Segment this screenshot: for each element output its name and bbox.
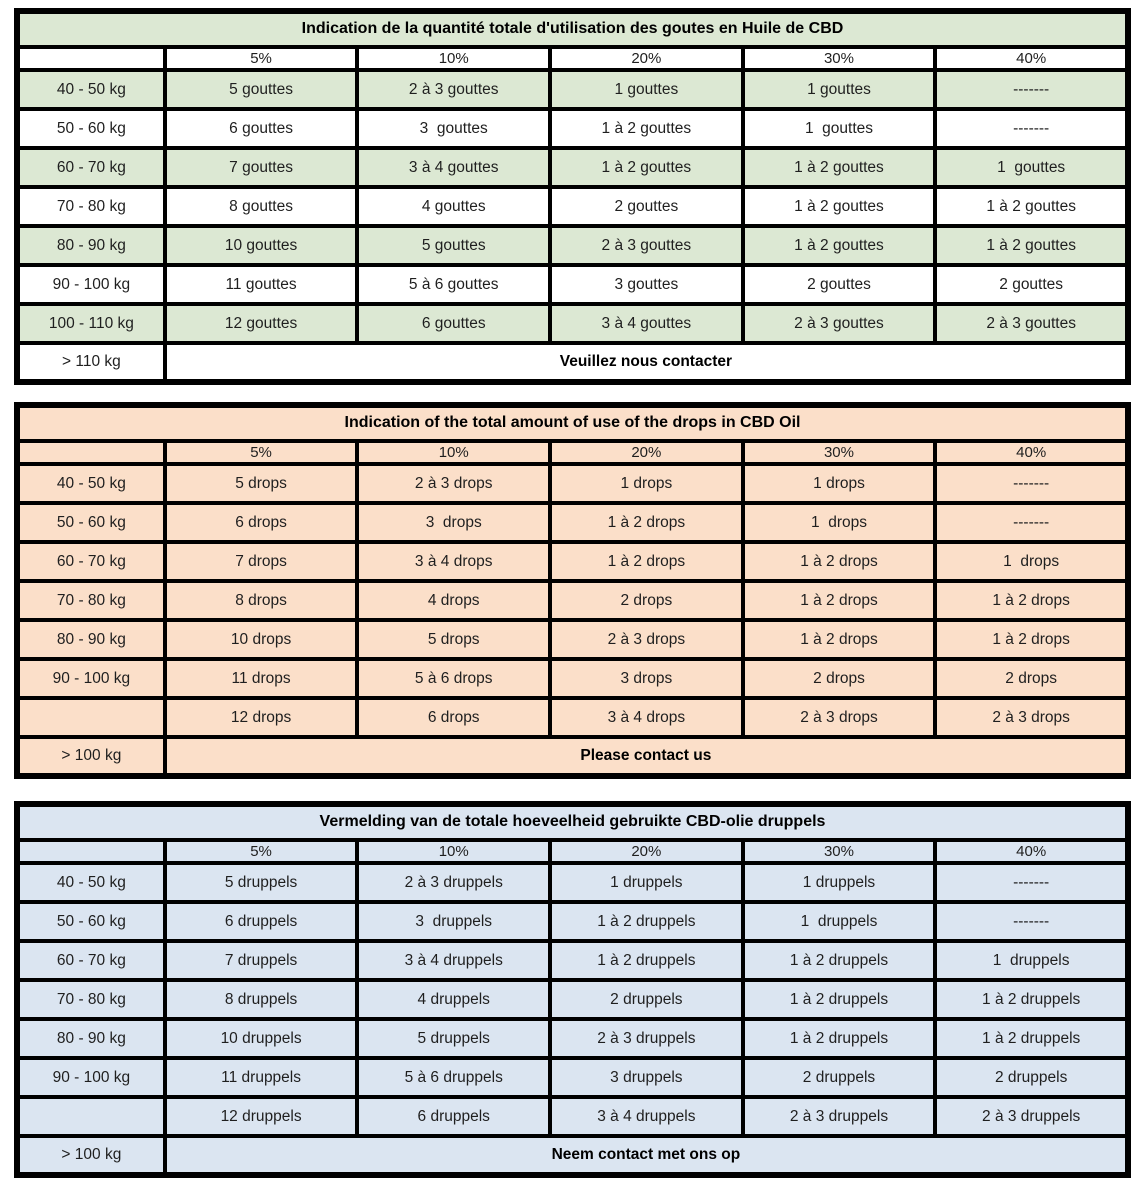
dose-cell: 1 gouttes: [743, 109, 936, 148]
weight-range-cell: 50 - 60 kg: [17, 109, 165, 148]
weight-range-cell: 40 - 50 kg: [17, 863, 165, 902]
dose-cell: 4 druppels: [357, 980, 550, 1019]
column-header-5pct: 5%: [165, 840, 358, 863]
dose-cell: 2 à 3 gouttes: [935, 304, 1128, 343]
dose-cell: 1 à 2 druppels: [935, 1019, 1128, 1058]
dose-cell: 6 gouttes: [165, 109, 358, 148]
dose-cell: 2 druppels: [935, 1058, 1128, 1097]
dose-cell: 4 drops: [357, 581, 550, 620]
dosage-row: [17, 902, 1128, 941]
dose-cell: 8 druppels: [165, 980, 358, 1019]
contact-row: [17, 343, 1128, 382]
column-header-40pct: 40%: [935, 840, 1128, 863]
dose-cell: 1 drops: [743, 503, 936, 542]
dose-cell: 8 gouttes: [165, 187, 358, 226]
dose-cell: 7 drops: [165, 542, 358, 581]
dose-cell: 1 à 2 drops: [743, 581, 936, 620]
dosage-row: [17, 659, 1128, 698]
dose-cell: 2 à 3 gouttes: [550, 226, 743, 265]
dose-cell: 6 druppels: [357, 1097, 550, 1136]
concentration-header-row: [17, 47, 1128, 70]
dose-cell: 5 drops: [357, 620, 550, 659]
dose-cell: 5 gouttes: [165, 70, 358, 109]
dose-cell: 3 gouttes: [550, 265, 743, 304]
dosage-table-english: [14, 402, 1131, 779]
column-header-20pct: 20%: [550, 840, 743, 863]
dosage-row: [17, 581, 1128, 620]
dosage-row: [17, 70, 1128, 109]
dosage-row: [17, 226, 1128, 265]
dose-cell: 5 druppels: [357, 1019, 550, 1058]
dose-cell: 12 druppels: [165, 1097, 358, 1136]
dosage-row: [17, 1019, 1128, 1058]
weight-range-cell: 70 - 80 kg: [17, 187, 165, 226]
dose-cell: 12 gouttes: [165, 304, 358, 343]
dose-cell: 7 gouttes: [165, 148, 358, 187]
dose-cell: -------: [935, 70, 1128, 109]
title-row: [17, 11, 1128, 47]
dose-cell: 3 gouttes: [357, 109, 550, 148]
dosage-table-dutch: [14, 801, 1131, 1178]
dose-cell: 5 à 6 druppels: [357, 1058, 550, 1097]
dose-cell: 1 à 2 gouttes: [743, 148, 936, 187]
dose-cell: 2 à 3 druppels: [357, 863, 550, 902]
column-header-30pct: 30%: [743, 840, 936, 863]
column-header-5pct: 5%: [165, 47, 358, 70]
dose-cell: 1 drops: [743, 464, 936, 503]
dose-cell: 11 druppels: [165, 1058, 358, 1097]
weight-range-cell: 60 - 70 kg: [17, 148, 165, 187]
dosage-grid-dutch: [14, 801, 1131, 1178]
dose-cell: 1 à 2 gouttes: [743, 226, 936, 265]
dose-cell: 1 à 2 drops: [743, 620, 936, 659]
dose-cell: 11 gouttes: [165, 265, 358, 304]
dose-cell: 1 druppels: [743, 902, 936, 941]
dose-cell: 1 druppels: [550, 863, 743, 902]
contact-row: [17, 1136, 1128, 1175]
dose-cell: 3 drops: [357, 503, 550, 542]
dose-cell: 1 druppels: [935, 941, 1128, 980]
dose-cell: 1 à 2 drops: [935, 581, 1128, 620]
dose-cell: 5 druppels: [165, 863, 358, 902]
dosage-grid-english: [14, 402, 1131, 779]
weight-range-cell: > 100 kg: [17, 1136, 165, 1175]
column-header-30pct: 30%: [743, 47, 936, 70]
column-header-10pct: 10%: [357, 840, 550, 863]
weight-range-cell: > 110 kg: [17, 343, 165, 382]
dose-cell: 2 à 3 gouttes: [743, 304, 936, 343]
dosage-row: [17, 265, 1128, 304]
dosage-row: [17, 1097, 1128, 1136]
weight-range-cell: > 100 kg: [17, 737, 165, 776]
dose-cell: 1 à 2 gouttes: [743, 187, 936, 226]
table-title-dutch: Vermelding van de totale hoeveelheid gebruikte CBD-olie druppels: [17, 804, 1128, 840]
dose-cell: 12 drops: [165, 698, 358, 737]
dose-cell: 2 à 3 gouttes: [357, 70, 550, 109]
dose-cell: 2 à 3 drops: [550, 620, 743, 659]
dose-cell: 1 à 2 gouttes: [550, 109, 743, 148]
dose-cell: 1 à 2 druppels: [550, 941, 743, 980]
dose-cell: 3 à 4 druppels: [550, 1097, 743, 1136]
dose-cell: 3 à 4 druppels: [357, 941, 550, 980]
table-title-french: Indication de la quantité totale d'utilisation des goutes en Huile de CBD: [17, 11, 1128, 47]
dose-cell: 2 drops: [550, 581, 743, 620]
dose-cell: 5 à 6 drops: [357, 659, 550, 698]
dose-cell: 2 à 3 druppels: [550, 1019, 743, 1058]
dose-cell: 6 druppels: [165, 902, 358, 941]
dose-cell: 1 à 2 gouttes: [935, 226, 1128, 265]
dose-cell: 3 druppels: [550, 1058, 743, 1097]
weight-range-cell: 100 - 110 kg: [17, 304, 165, 343]
dose-cell: 6 drops: [357, 698, 550, 737]
dose-cell: 3 à 4 drops: [550, 698, 743, 737]
column-header-5pct: 5%: [165, 441, 358, 464]
dose-cell: 10 druppels: [165, 1019, 358, 1058]
weight-range-cell: 90 - 100 kg: [17, 1058, 165, 1097]
dosage-grid-french: [14, 8, 1131, 385]
dose-cell: 1 gouttes: [935, 148, 1128, 187]
weight-range-cell: 90 - 100 kg: [17, 659, 165, 698]
dose-cell: 3 à 4 gouttes: [550, 304, 743, 343]
dose-cell: 1 drops: [935, 542, 1128, 581]
dose-cell: 6 drops: [165, 503, 358, 542]
dose-cell: 2 à 3 drops: [935, 698, 1128, 737]
dose-cell: -------: [935, 863, 1128, 902]
dose-cell: -------: [935, 902, 1128, 941]
dosage-row: [17, 980, 1128, 1019]
dose-cell: 1 à 2 drops: [935, 620, 1128, 659]
title-row: [17, 804, 1128, 840]
dose-cell: 4 gouttes: [357, 187, 550, 226]
weight-range-cell: 50 - 60 kg: [17, 902, 165, 941]
dose-cell: 2 gouttes: [743, 265, 936, 304]
weight-range-cell: [17, 698, 165, 737]
dosage-row: [17, 187, 1128, 226]
weight-range-cell: 40 - 50 kg: [17, 464, 165, 503]
dose-cell: 2 druppels: [550, 980, 743, 1019]
dosage-table-french: [14, 8, 1131, 385]
contact-message: Veuillez nous contacter: [165, 343, 1128, 382]
dose-cell: 5 à 6 gouttes: [357, 265, 550, 304]
dose-cell: 2 druppels: [743, 1058, 936, 1097]
dose-cell: 1 à 2 druppels: [743, 1019, 936, 1058]
dose-cell: 10 drops: [165, 620, 358, 659]
weight-range-cell: [17, 1097, 165, 1136]
dose-cell: 3 druppels: [357, 902, 550, 941]
header-empty-cell: [17, 840, 165, 863]
dose-cell: 1 à 2 druppels: [550, 902, 743, 941]
dose-cell: 8 drops: [165, 581, 358, 620]
dosage-row: [17, 863, 1128, 902]
header-empty-cell: [17, 441, 165, 464]
dose-cell: 11 drops: [165, 659, 358, 698]
contact-message: Neem contact met ons op: [165, 1136, 1128, 1175]
title-row: [17, 405, 1128, 441]
dosage-row: [17, 620, 1128, 659]
contact-message: Please contact us: [165, 737, 1128, 776]
dose-cell: 6 gouttes: [357, 304, 550, 343]
dose-cell: 7 druppels: [165, 941, 358, 980]
weight-range-cell: 80 - 90 kg: [17, 620, 165, 659]
dose-cell: 2 à 3 drops: [357, 464, 550, 503]
weight-range-cell: 90 - 100 kg: [17, 265, 165, 304]
dose-cell: 1 gouttes: [743, 70, 936, 109]
dose-cell: 5 drops: [165, 464, 358, 503]
concentration-header-row: [17, 441, 1128, 464]
concentration-header-row: [17, 840, 1128, 863]
dose-cell: 1 gouttes: [550, 70, 743, 109]
dose-cell: 1 druppels: [743, 863, 936, 902]
contact-row: [17, 737, 1128, 776]
column-header-10pct: 10%: [357, 441, 550, 464]
weight-range-cell: 70 - 80 kg: [17, 581, 165, 620]
dosage-row: [17, 503, 1128, 542]
weight-range-cell: 40 - 50 kg: [17, 70, 165, 109]
dosage-row: [17, 941, 1128, 980]
column-header-40pct: 40%: [935, 47, 1128, 70]
dose-cell: 10 gouttes: [165, 226, 358, 265]
column-header-20pct: 20%: [550, 441, 743, 464]
dose-cell: -------: [935, 464, 1128, 503]
dosage-row: [17, 464, 1128, 503]
dosage-row: [17, 1058, 1128, 1097]
dose-cell: 2 gouttes: [935, 265, 1128, 304]
weight-range-cell: 80 - 90 kg: [17, 1019, 165, 1058]
dose-cell: 1 drops: [550, 464, 743, 503]
dose-cell: 1 à 2 druppels: [743, 980, 936, 1019]
dose-cell: 1 à 2 drops: [743, 542, 936, 581]
dose-cell: 1 à 2 drops: [550, 542, 743, 581]
weight-range-cell: 60 - 70 kg: [17, 542, 165, 581]
dose-cell: 1 à 2 gouttes: [550, 148, 743, 187]
weight-range-cell: 60 - 70 kg: [17, 941, 165, 980]
dose-cell: 2 gouttes: [550, 187, 743, 226]
dose-cell: 3 à 4 drops: [357, 542, 550, 581]
weight-range-cell: 70 - 80 kg: [17, 980, 165, 1019]
dose-cell: 2 à 3 drops: [743, 698, 936, 737]
dose-cell: 2 à 3 druppels: [935, 1097, 1128, 1136]
dose-cell: 1 à 2 druppels: [743, 941, 936, 980]
dosage-row: [17, 109, 1128, 148]
dose-cell: 2 drops: [743, 659, 936, 698]
dosage-row: [17, 148, 1128, 187]
dose-cell: 1 à 2 druppels: [935, 980, 1128, 1019]
dose-cell: 2 à 3 druppels: [743, 1097, 936, 1136]
dosage-row: [17, 542, 1128, 581]
dose-cell: 1 à 2 drops: [550, 503, 743, 542]
weight-range-cell: 50 - 60 kg: [17, 503, 165, 542]
dosage-row: [17, 698, 1128, 737]
weight-range-cell: 80 - 90 kg: [17, 226, 165, 265]
table-title-english: Indication of the total amount of use of the drops in CBD Oil: [17, 405, 1128, 441]
column-header-20pct: 20%: [550, 47, 743, 70]
dose-cell: 2 drops: [935, 659, 1128, 698]
dose-cell: 5 gouttes: [357, 226, 550, 265]
dose-cell: -------: [935, 503, 1128, 542]
dosage-row: [17, 304, 1128, 343]
header-empty-cell: [17, 47, 165, 70]
column-header-30pct: 30%: [743, 441, 936, 464]
column-header-10pct: 10%: [357, 47, 550, 70]
dose-cell: 3 drops: [550, 659, 743, 698]
dose-cell: -------: [935, 109, 1128, 148]
column-header-40pct: 40%: [935, 441, 1128, 464]
dose-cell: 3 à 4 gouttes: [357, 148, 550, 187]
dose-cell: 1 à 2 gouttes: [935, 187, 1128, 226]
